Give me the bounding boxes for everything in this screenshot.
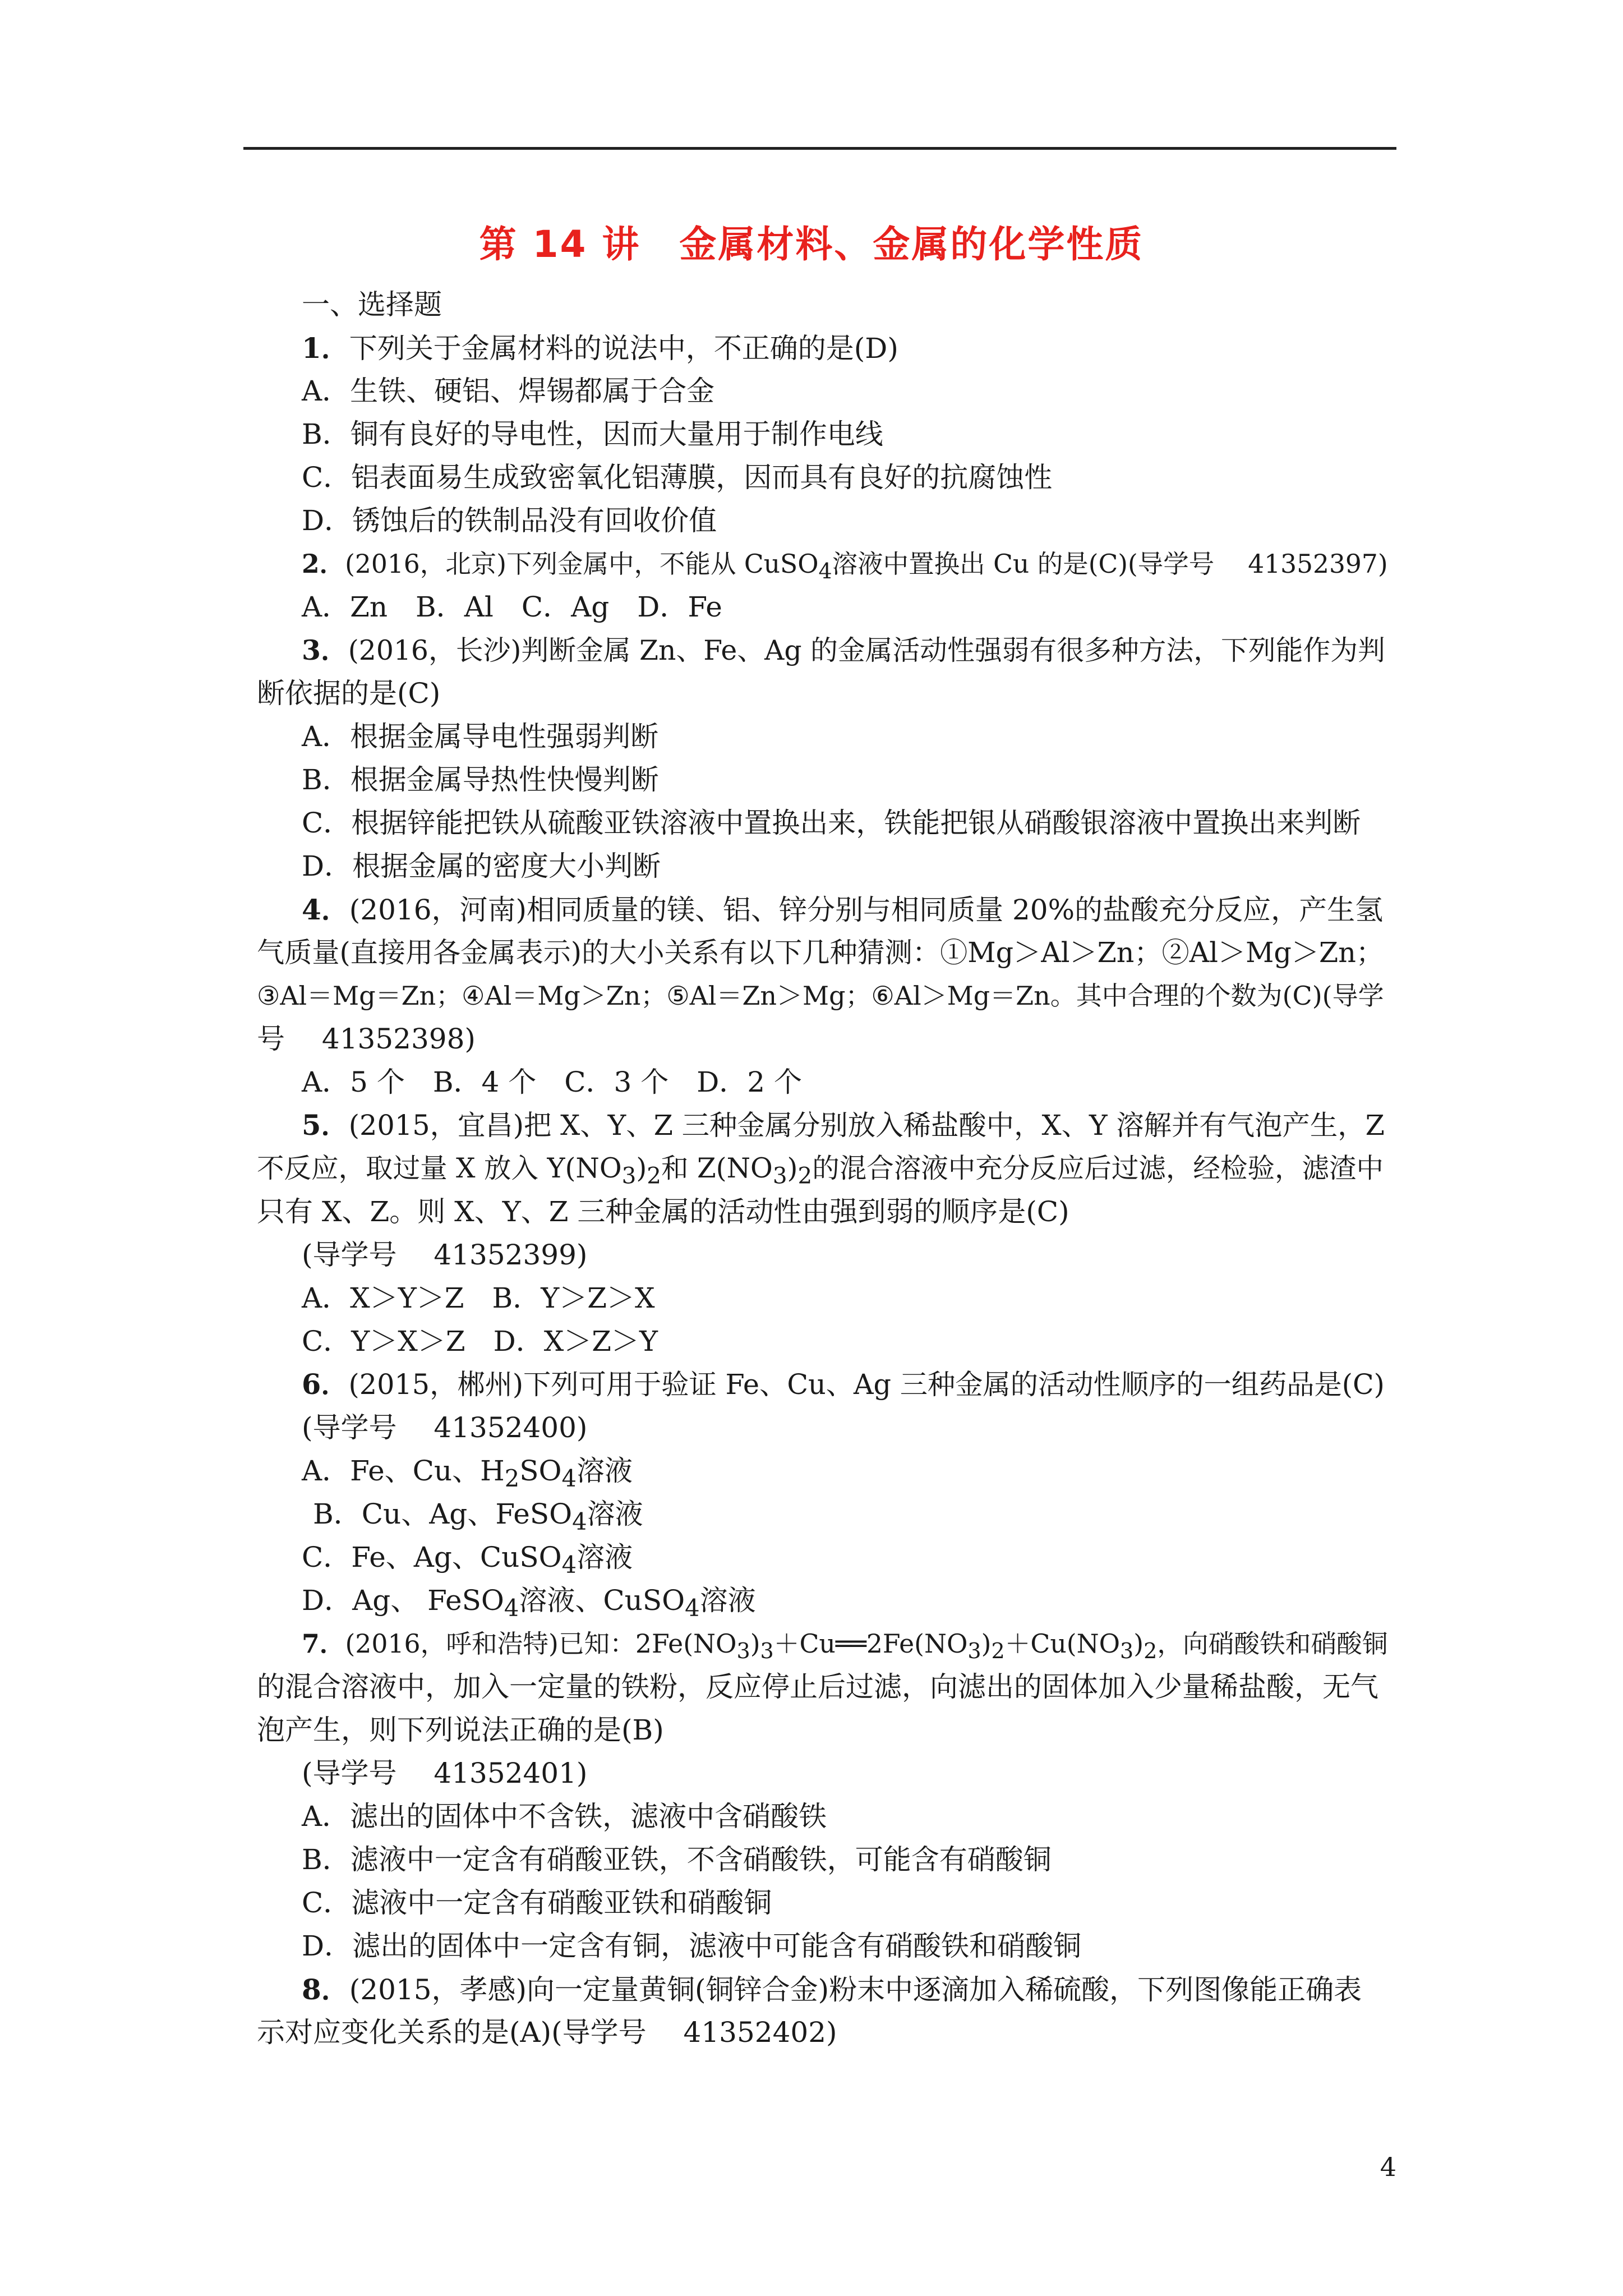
option-b: B．铜有良好的导电性，因而大量用于制作电线: [302, 418, 883, 450]
option-b: [257, 1493, 1390, 1536]
question-text: (2016，长沙)判断金属 Zn、Fe、Ag 的金属活动性强弱有很多种方法，下列能作为判: [348, 634, 1385, 666]
guide-number: (导学号 41352400): [302, 1411, 588, 1444]
text-run: 溶液、CuSO: [519, 1584, 685, 1617]
text-run: 和 Z(NO: [661, 1153, 773, 1184]
question-text-cont: 只有 X、Z。则 X、Y、Z 三种金属的活动性由强到弱的顺序是(C): [257, 1195, 1069, 1228]
text-run: ): [636, 1153, 647, 1184]
option-d: [257, 1579, 1390, 1622]
options: C．Y＞X＞Z D．X＞Z＞Y: [302, 1325, 658, 1358]
question-number: 4．: [302, 893, 349, 926]
subscript: 2: [647, 1162, 662, 1189]
option-c: C．根据锌能把铁从硫酸亚铁溶液中置换出来，铁能把银从硝酸银溶液中置换出来判断: [302, 807, 1361, 839]
subscript: 2: [991, 1639, 1005, 1664]
text-run: ): [981, 1629, 992, 1659]
text-run: 溶液: [587, 1498, 643, 1530]
text-run: 溶液: [577, 1541, 633, 1573]
option-d: D．锈蚀后的铁制品没有回收价值: [302, 504, 717, 537]
subscript: 2: [1144, 1639, 1158, 1664]
subscript: 4: [685, 1594, 700, 1622]
options: A．Zn B．Al C．Ag D．Fe: [302, 591, 722, 623]
subscript: 3: [736, 1639, 750, 1664]
subscript: 3: [772, 1162, 787, 1189]
subscript: 4: [561, 1465, 577, 1492]
question-number: 5．: [302, 1109, 349, 1142]
option-a: A．根据金属导电性强弱判断: [302, 720, 659, 753]
question-text-cont: 的混合溶液中，加入一定量的铁粉，反应停止后过滤，向滤出的固体加入少量稀盐酸，无气: [257, 1671, 1378, 1703]
subscript: 2: [797, 1162, 813, 1189]
guide-number: (导学号 41352399): [302, 1239, 588, 1271]
text-run: A．Fe、Cu、H: [302, 1455, 505, 1487]
text-run: ): [787, 1153, 798, 1184]
question-text-cont: 示对应变化关系的是(A)(导学号 41352402): [257, 2016, 837, 2049]
text-run: 溶液: [577, 1455, 633, 1487]
question-text-cont: 气质量(直接用各金属表示)的大小关系有以下几种猜测：①Mg＞Al＞Zn；②Al＞Mg＞Zn；: [257, 936, 1384, 969]
subscript: 3: [1120, 1639, 1134, 1664]
question-text: 下列关于金属材料的说法中，不正确的是(D): [349, 332, 898, 365]
question-text-cont: [257, 1147, 1390, 1190]
question-text-cont: ③Al＝Mg＝Zn；④Al＝Mg＞Zn；⑤Al＝Zn＞Mg；⑥Al＞Mg＝Zn。其中合理的个数为(C)(导学: [257, 981, 1384, 1011]
section-heading: 一、选择题: [302, 288, 442, 321]
subscript: 3: [967, 1639, 981, 1664]
option-d: D．滤出的固体中一定含有铜，滤液中可能含有硝酸铁和硝酸铜: [302, 1930, 1082, 1962]
question-number: 3．: [302, 634, 348, 666]
question-number: 2．: [302, 549, 345, 579]
question-4: [257, 888, 1390, 931]
question-8: [257, 1968, 1390, 2011]
subscript: 3: [621, 1162, 637, 1189]
question-text: (2015，宜昌)把 X、Y、Z 三种金属分别放入稀盐酸中，X、Y 溶解并有气泡产生，Z: [348, 1109, 1385, 1142]
question-number: 7．: [302, 1628, 345, 1659]
question-text: (2016，北京)下列金属中，不能从 CuSO: [345, 549, 819, 579]
option-c: C．滤液中一定含有硝酸亚铁和硝酸铜: [302, 1887, 772, 1919]
text-run: ，向硝酸铁和硝酸铜: [1157, 1629, 1388, 1659]
question-5: [257, 1104, 1390, 1147]
option-b: B．根据金属导热性快慢判断: [302, 763, 659, 796]
question-text-cont: 号 41352398): [257, 1023, 476, 1055]
header-rule: [243, 147, 1396, 150]
text-run: 溶液: [699, 1584, 756, 1617]
page-number: 4: [1380, 2152, 1396, 2182]
question-number: 1．: [302, 332, 349, 365]
page-title: 第 14 讲 金属材料、金属的化学性质: [479, 223, 1144, 266]
subscript: 3: [760, 1639, 774, 1664]
question-list: [257, 283, 1390, 2054]
subscript: 2: [504, 1465, 520, 1492]
option-a: A．滤出的固体中不含铁，滤液中含硝酸铁: [302, 1800, 827, 1833]
question-6: [257, 1363, 1390, 1406]
text-run: ): [750, 1629, 760, 1659]
question-7: [257, 1622, 1390, 1665]
text-run: ＋Cu══2Fe(NO: [773, 1629, 968, 1659]
option-d: D．根据金属的密度大小判断: [302, 850, 661, 882]
text-run: SO: [519, 1455, 562, 1487]
question-text-cont: 泡产生，则下列说法正确的是(B): [257, 1714, 664, 1746]
question-text: (2016，河南)相同质量的镁、铝、锌分别与相同质量 20%的盐酸充分反应，产生氢: [349, 894, 1384, 926]
option-c: [257, 1536, 1390, 1579]
question-text: 溶液中置换出 Cu 的是(C)(导学号 41352397): [832, 549, 1388, 579]
text-run: B．Cu、Ag、FeSO: [313, 1498, 573, 1530]
question-1: [257, 326, 1390, 370]
text-run: (2016，呼和浩特)已知：2Fe(NO: [345, 1629, 737, 1659]
question-3: [257, 629, 1390, 672]
text-run: ＋Cu(NO: [1004, 1629, 1121, 1659]
options: A．5 个 B．4 个 C．3 个 D．2 个: [302, 1066, 803, 1098]
question-text: (2015，孝感)向一定量黄铜(铜锌合金)粉末中逐滴加入稀硫酸，下列图像能正确表: [349, 1973, 1362, 2006]
option-c: C．铝表面易生成致密氧化铝薄膜，因而具有良好的抗腐蚀性: [302, 461, 1053, 494]
option-a: A．生铁、硬铝、焊锡都属于合金: [302, 375, 715, 407]
text-run: ): [1133, 1629, 1144, 1659]
subscript: 4: [818, 559, 832, 584]
question-text-cont: 断依据的是(C): [257, 677, 441, 710]
question-2: [257, 542, 1390, 586]
question-text: (2015，郴州)下列可用于验证 Fe、Cu、Ag 三种金属的活动性顺序的一组药品是(C): [348, 1368, 1385, 1401]
text-run: 的混合溶液中充分反应后过滤，经检验，滤渣中: [812, 1153, 1384, 1184]
options: A．X＞Y＞Z B．Y＞Z＞X: [302, 1282, 655, 1314]
subscript: 4: [504, 1594, 519, 1622]
text-run: D．Ag、 FeSO: [302, 1584, 504, 1617]
option-b: B．滤液中一定含有硝酸亚铁，不含硝酸铁，可能含有硝酸铜: [302, 1843, 1052, 1876]
text-run: C．Fe、Ag、CuSO: [302, 1541, 562, 1573]
option-a: [257, 1450, 1390, 1493]
question-number: 8．: [302, 1973, 349, 2006]
subscript: 4: [561, 1551, 577, 1579]
guide-number: (导学号 41352401): [302, 1757, 588, 1789]
subscript: 4: [572, 1508, 587, 1535]
text-run: 不反应，取过量 X 放入 Y(NO: [257, 1153, 622, 1184]
question-number: 6．: [302, 1368, 349, 1401]
